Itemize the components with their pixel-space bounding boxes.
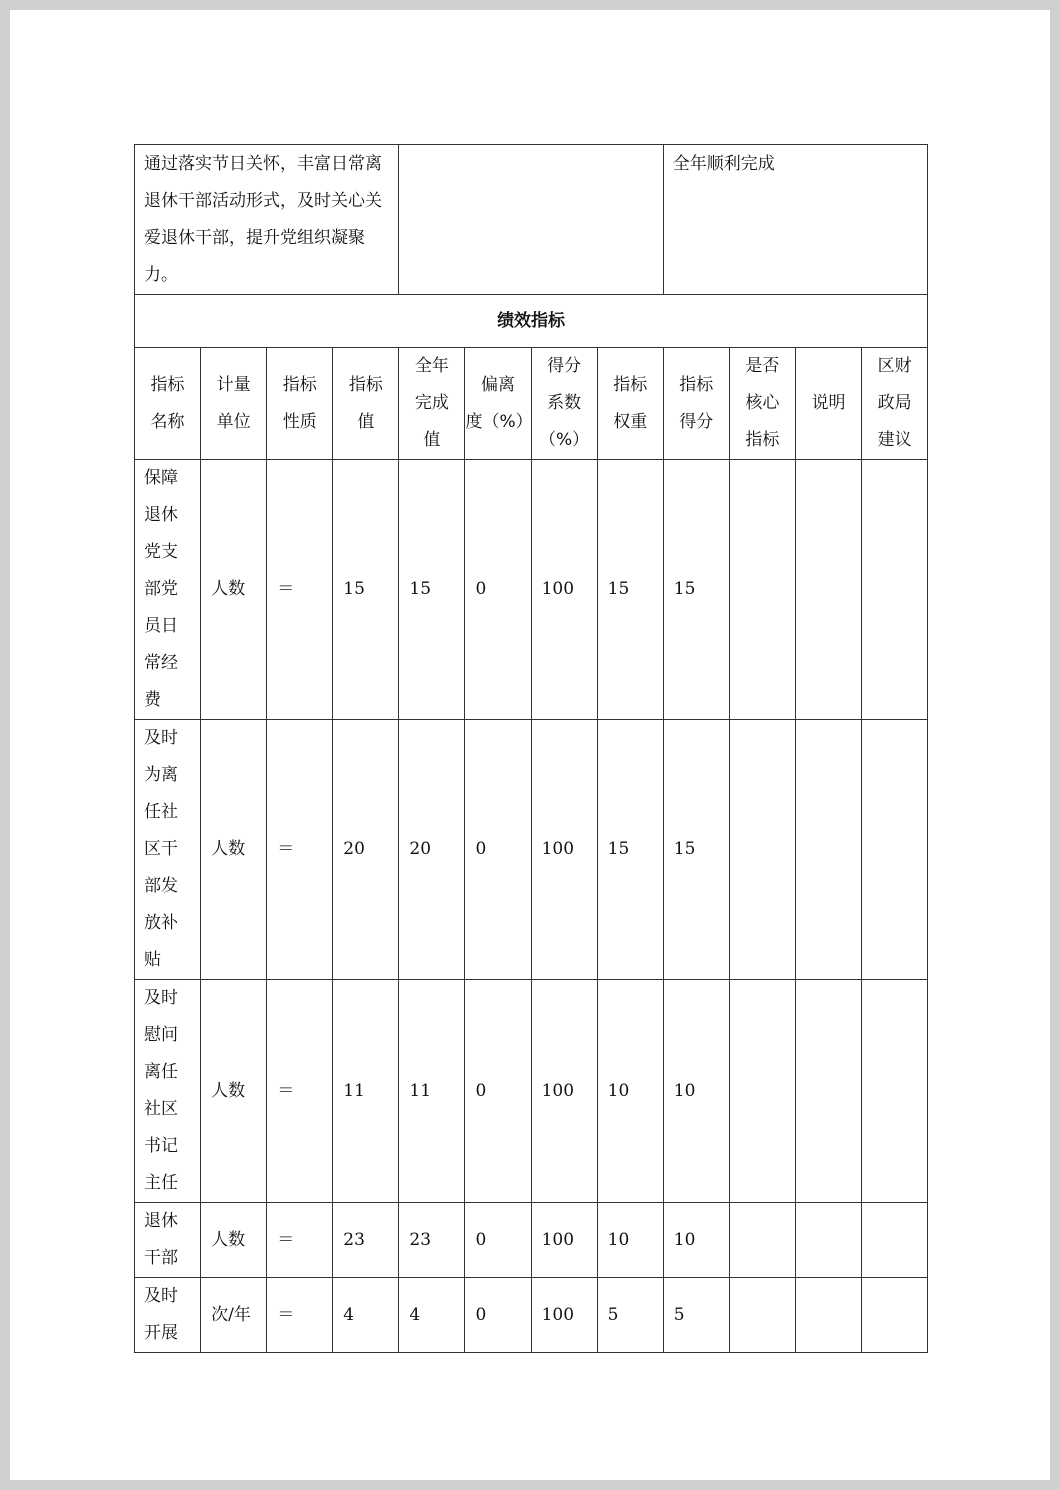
goal-row (135, 145, 928, 295)
deviation-cell: 0 (465, 460, 531, 720)
score-cell: 10 (663, 1203, 729, 1278)
goal-cell: 通过落实节日关怀，丰富日常离退休干部活动形式，及时关心关爱退休干部，提升党组织凝聚力。 (135, 145, 399, 295)
header-cell: 指标 得分 (663, 348, 729, 460)
coefficient-cell: 100 (531, 1278, 597, 1353)
unit-cell: 人数 (201, 460, 267, 720)
indicator-name: 及时 为离 任社 区干 部发 放补 贴 (135, 720, 201, 980)
note-cell (795, 1278, 861, 1353)
header-cell: 指标 值 (333, 348, 399, 460)
note-cell (795, 720, 861, 980)
table-row (135, 980, 928, 1203)
target-cell: 23 (333, 1203, 399, 1278)
core-cell (729, 1203, 795, 1278)
header-cell: 指标 名称 (135, 348, 201, 460)
deviation-cell: 0 (465, 720, 531, 980)
core-cell (729, 720, 795, 980)
target-cell: 11 (333, 980, 399, 1203)
deviation-cell: 0 (465, 1203, 531, 1278)
core-cell (729, 1278, 795, 1353)
target-cell: 15 (333, 460, 399, 720)
document-page (10, 10, 1050, 1480)
header-cell: 说明 (795, 348, 861, 460)
table-row (135, 460, 928, 720)
target-cell: 20 (333, 720, 399, 980)
actual-cell: 20 (399, 720, 465, 980)
actual-cell: 23 (399, 1203, 465, 1278)
weight-cell: 10 (597, 980, 663, 1203)
advice-cell (862, 1203, 928, 1278)
header-cell: 是否 核心 指标 (729, 348, 795, 460)
score-cell: 5 (663, 1278, 729, 1353)
note-cell (795, 460, 861, 720)
indicator-name: 及时 慰问 离任 社区 书记 主任 (135, 980, 201, 1203)
table-row (135, 1278, 928, 1353)
nature-cell: ＝ (267, 980, 333, 1203)
actual-cell: 4 (399, 1278, 465, 1353)
header-cell: 计量 单位 (201, 348, 267, 460)
indicator-name: 及时 开展 (135, 1278, 201, 1353)
score-cell: 10 (663, 980, 729, 1203)
header-cell: 区财 政局 建议 (862, 348, 928, 460)
coefficient-cell: 100 (531, 460, 597, 720)
advice-cell (862, 460, 928, 720)
weight-cell: 10 (597, 1203, 663, 1278)
header-cell: 指标 权重 (597, 348, 663, 460)
header-cell: 偏离 度（%） (465, 348, 531, 460)
header-cell: 全年 完成 值 (399, 348, 465, 460)
completion-cell: 全年顺利完成 (663, 145, 927, 295)
nature-cell: ＝ (267, 1278, 333, 1353)
nature-cell: ＝ (267, 1203, 333, 1278)
header-cell: 指标 性质 (267, 348, 333, 460)
indicator-name: 保障 退休 党支 部党 员日 常经 费 (135, 460, 201, 720)
score-cell: 15 (663, 720, 729, 980)
deviation-cell: 0 (465, 1278, 531, 1353)
header-row (135, 348, 928, 460)
section-title-row (135, 295, 928, 348)
advice-cell (862, 1278, 928, 1353)
nature-cell: ＝ (267, 720, 333, 980)
note-cell (795, 1203, 861, 1278)
advice-cell (862, 720, 928, 980)
middle-cell (399, 145, 663, 295)
section-title: 绩效指标 (135, 295, 928, 348)
score-cell: 15 (663, 460, 729, 720)
unit-cell: 人数 (201, 720, 267, 980)
weight-cell: 5 (597, 1278, 663, 1353)
deviation-cell: 0 (465, 980, 531, 1203)
actual-cell: 15 (399, 460, 465, 720)
weight-cell: 15 (597, 720, 663, 980)
header-cell: 得分 系数 （%） (531, 348, 597, 460)
performance-table (134, 144, 928, 1353)
actual-cell: 11 (399, 980, 465, 1203)
target-cell: 4 (333, 1278, 399, 1353)
table-row (135, 720, 928, 980)
table-row (135, 1203, 928, 1278)
coefficient-cell: 100 (531, 720, 597, 980)
unit-cell: 人数 (201, 980, 267, 1203)
indicator-name: 退休 干部 (135, 1203, 201, 1278)
core-cell (729, 980, 795, 1203)
unit-cell: 次/年 (201, 1278, 267, 1353)
coefficient-cell: 100 (531, 1203, 597, 1278)
unit-cell: 人数 (201, 1203, 267, 1278)
nature-cell: ＝ (267, 460, 333, 720)
weight-cell: 15 (597, 460, 663, 720)
advice-cell (862, 980, 928, 1203)
core-cell (729, 460, 795, 720)
note-cell (795, 980, 861, 1203)
coefficient-cell: 100 (531, 980, 597, 1203)
